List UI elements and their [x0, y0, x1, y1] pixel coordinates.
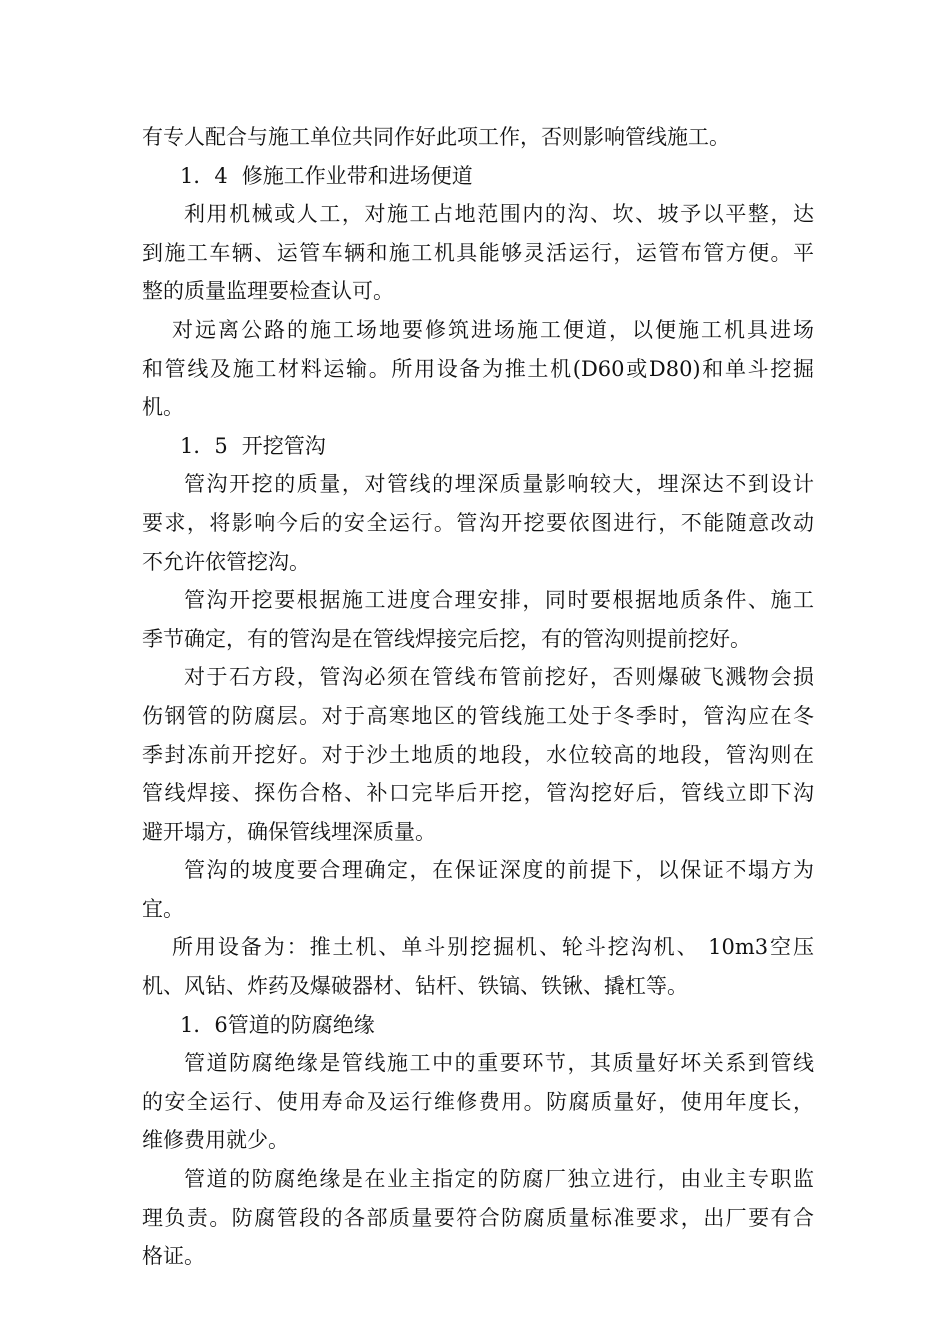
section-heading-1-4 — [142, 157, 814, 196]
section-title: 修施工作业带和进场便道 — [241, 163, 473, 188]
section-number: 1．4 — [180, 163, 228, 188]
body-line: 要求，将影响今后的安全运行。管沟开挖要依图进行，不能随意改动 — [142, 510, 814, 535]
body-line: 对远离公路的施工场地要修筑进场施工便道，以便施工机具进场 — [172, 317, 814, 342]
body-line: 管沟的坡度要合理确定，在保证深度的前提下，以保证不塌方为 — [184, 858, 814, 883]
body-line: 整的质量监理要检查认可。 — [142, 279, 394, 304]
body-line: 的安全运行、使用寿命及运行维修费用。防腐质量好，使用年度长， — [142, 1089, 814, 1114]
section-number: 1．6管道的防腐绝缘 — [180, 1012, 375, 1037]
body-line: 所用设备为：推土机、单斗别挖掘机、轮斗挖沟机、 10m3空压 — [172, 935, 814, 960]
body-line: 利用机械或人工，对施工占地范围内的沟、坎、坡予以平整，达 — [184, 202, 814, 227]
body-line: 季节确定，有的管沟是在管线焊接完后挖，有的管沟则提前挖好。 — [142, 626, 751, 651]
section-title: 开挖管沟 — [241, 433, 326, 458]
body-line: 维修费用就少。 — [142, 1128, 289, 1153]
body-line: 季封冻前开挖好。对于沙土地质的地段，水位较高的地段，管沟则在 — [142, 742, 814, 767]
body-line: 理负责。防腐管段的各部质量要符合防腐质量标准要求，出厂要有合 — [142, 1205, 814, 1230]
document-page — [142, 118, 814, 1276]
section-heading-1-6 — [142, 1006, 814, 1045]
body-line: 管道防腐绝缘是管线施工中的重要环节，其质量好坏关系到管线 — [184, 1051, 814, 1076]
body-line: 不允许依管挖沟。 — [142, 549, 310, 574]
body-line: 管沟开挖的质量，对管线的埋深质量影响较大，埋深达不到设计 — [184, 472, 814, 497]
body-line: 管线焊接、探伤合格、补口完毕后开挖，管沟挖好后，管线立即下沟 — [142, 781, 814, 806]
body-line: 机、风钻、炸药及爆破器材、钻杆、铁镐、铁锹、撬杠等。 — [142, 974, 688, 999]
section-number: 1．5 — [180, 433, 228, 458]
body-line: 和管线及施工材料运输。所用设备为推土机(D60或D80)和单斗挖掘 — [142, 356, 814, 381]
body-line: 机。 — [142, 395, 184, 420]
body-line: 到施工车辆、运管车辆和施工机具能够灵活运行，运管布管方便。平 — [142, 240, 814, 265]
body-line: 对于石方段，管沟必须在管线布管前挖好，否则爆破飞溅物会损 — [184, 665, 814, 690]
body-line: 避开塌方，确保管线埋深质量。 — [142, 819, 436, 844]
body-line: 格证。 — [142, 1244, 205, 1269]
body-line: 管沟开挖要根据施工进度合理安排，同时要根据地质条件、施工 — [184, 588, 814, 613]
body-line: 宜。 — [142, 896, 184, 921]
body-line: 伤钢管的防腐层。对于高寒地区的管线施工处于冬季时，管沟应在冬 — [142, 703, 814, 728]
section-heading-1-5 — [142, 427, 814, 466]
body-line: 有专人配合与施工单位共同作好此项工作，否则影响管线施工。 — [142, 125, 730, 149]
body-line: 管道的防腐绝缘是在业主指定的防腐厂独立进行，由业主专职监 — [184, 1167, 814, 1192]
